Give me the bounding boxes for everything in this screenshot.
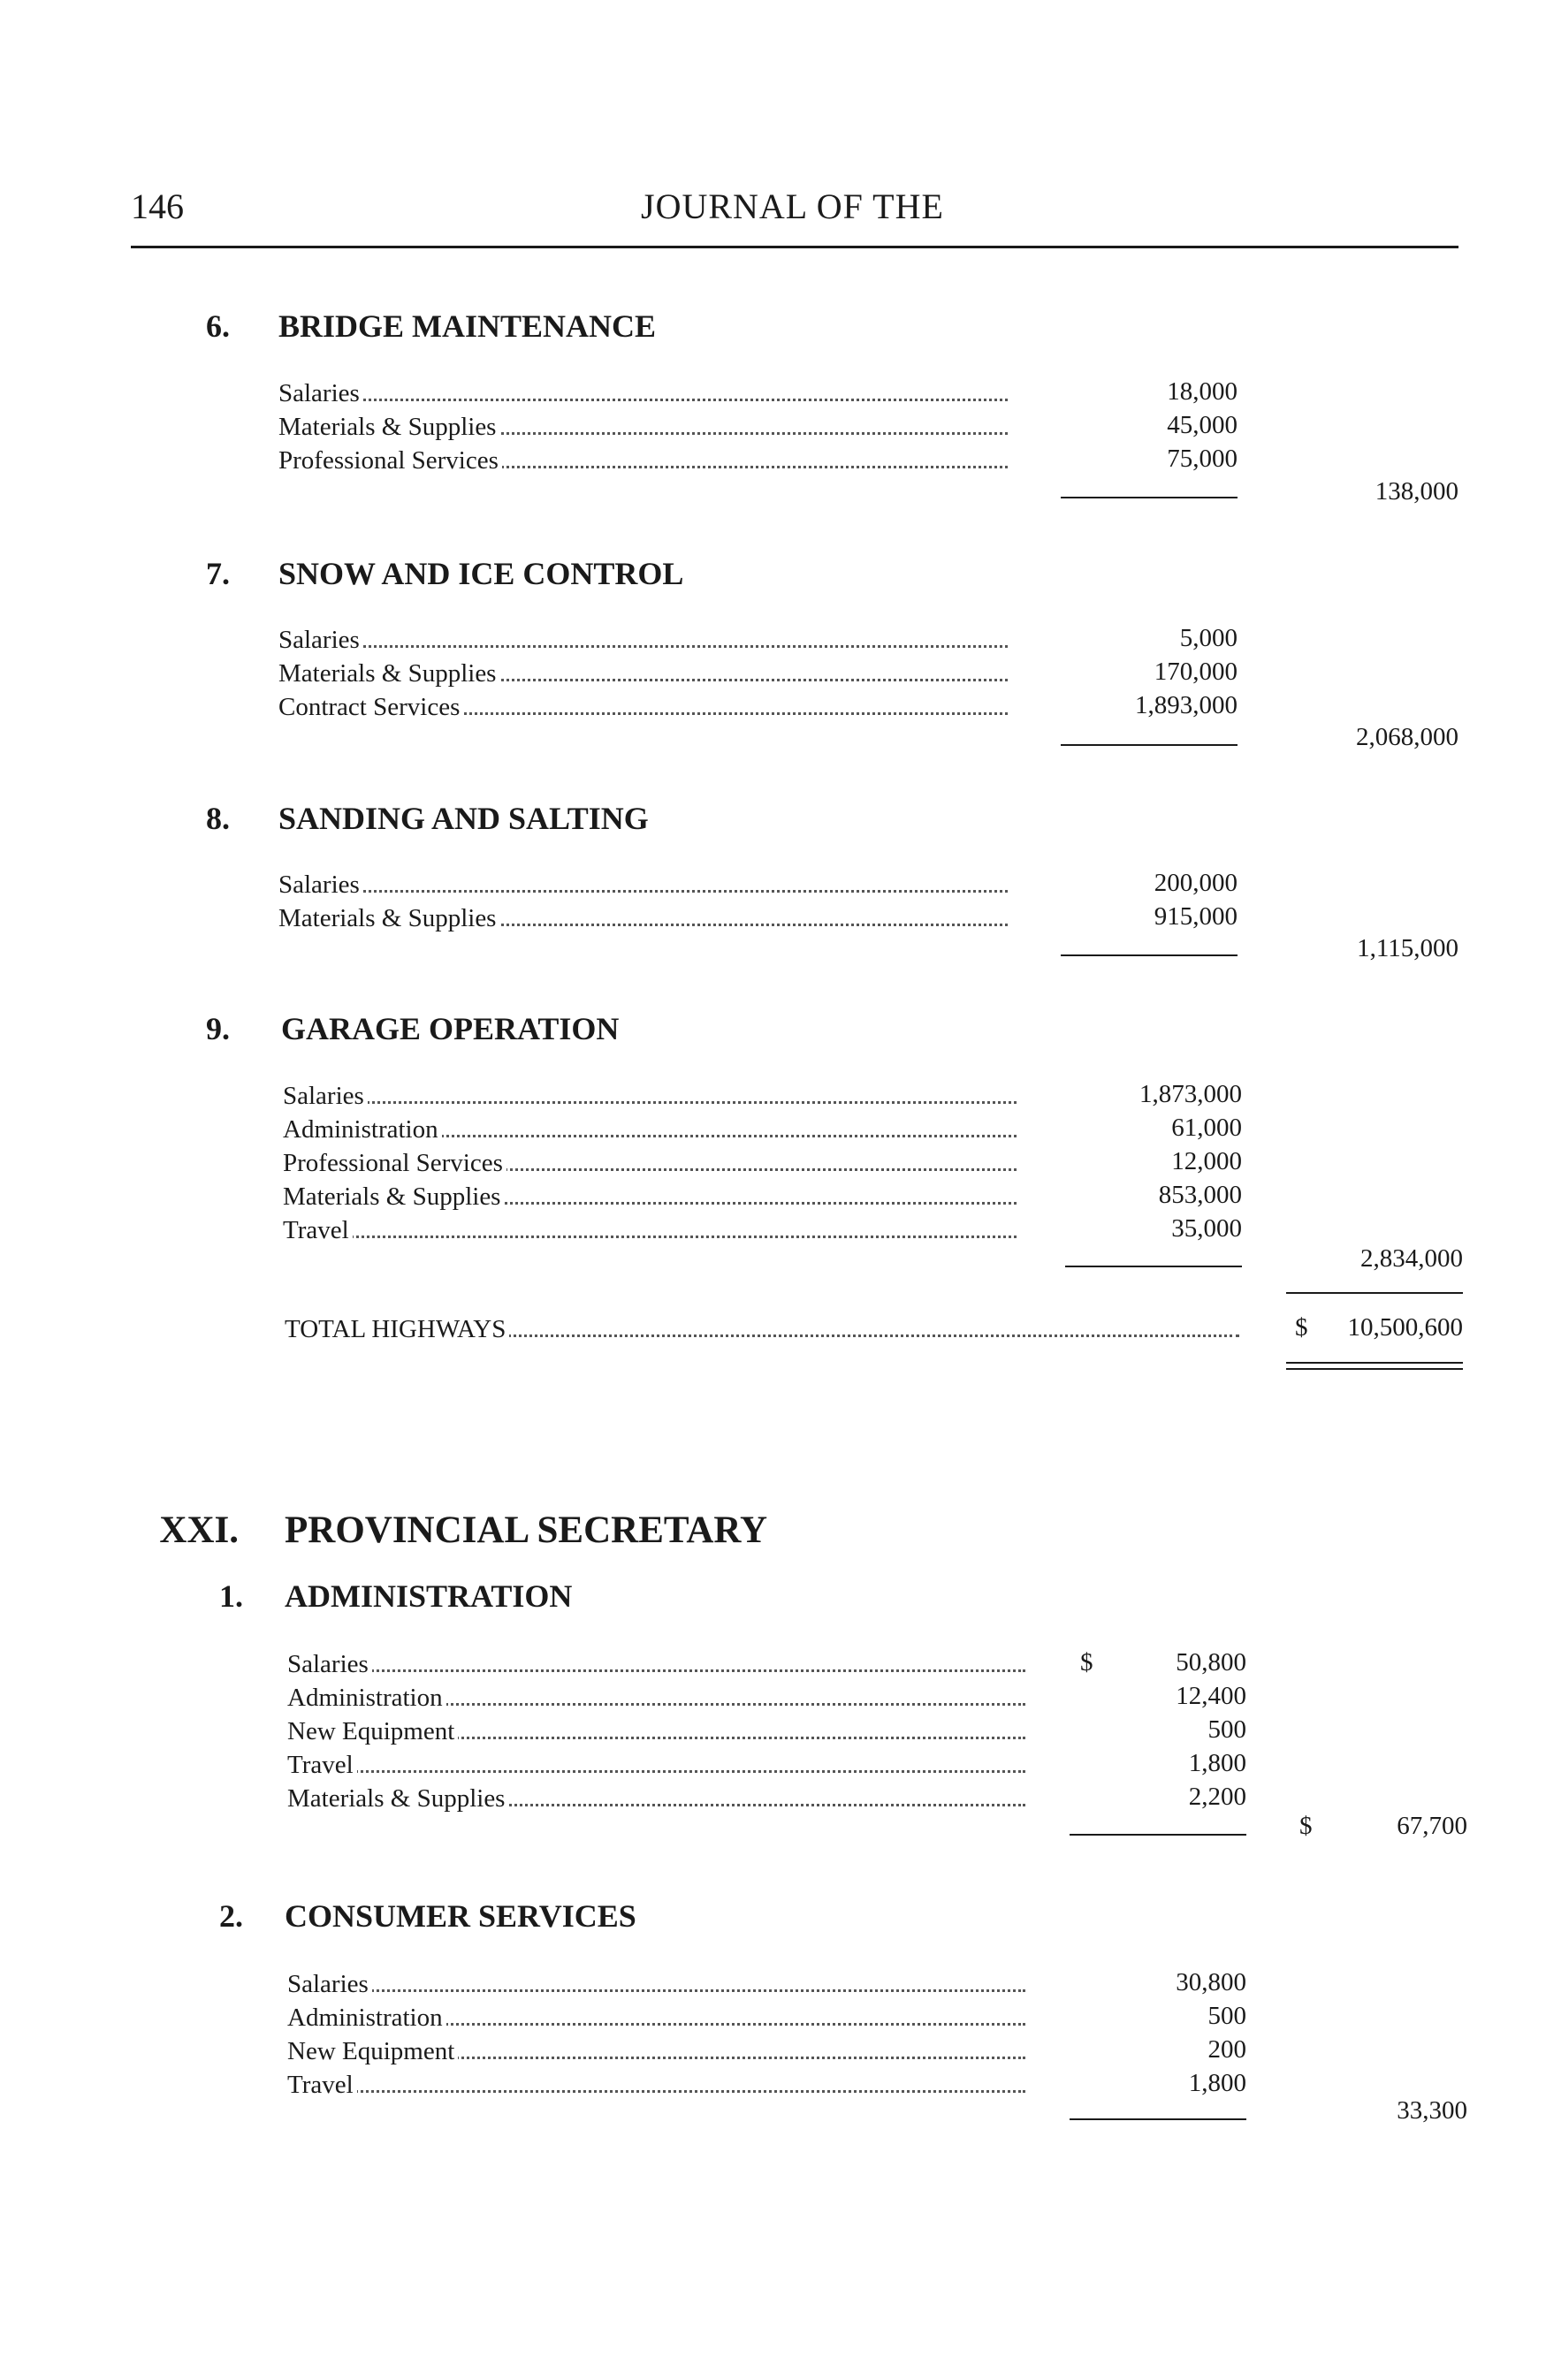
line-item-amount: 50,800 — [1176, 1648, 1246, 1677]
line-item-amount: 12,000 — [1171, 1147, 1242, 1175]
line-item-amount: 1,873,000 — [1139, 1080, 1242, 1108]
section-total: 33,300 — [1397, 2096, 1467, 2125]
line-item-label: Salaries — [287, 1970, 372, 1998]
line-item-label: Travel — [287, 2071, 357, 2099]
grand-total-rule — [1286, 1292, 1463, 1294]
line-item — [278, 691, 1008, 723]
header-rule — [131, 246, 1458, 248]
total-highways-amount: 10,500,600 — [1347, 1313, 1463, 1342]
line-item — [278, 624, 1008, 656]
line-item — [287, 1715, 1025, 1747]
line-item-label: Administration — [287, 2004, 446, 2032]
subtotal-rule — [1061, 497, 1238, 498]
line-item-amount: 75,000 — [1167, 445, 1238, 473]
line-item — [287, 1968, 1025, 2000]
line-item-label: Professional Services — [278, 446, 502, 475]
line-item-label: Materials & Supplies — [283, 1182, 504, 1211]
line-item-amount: 200 — [1207, 2035, 1246, 2064]
leader-dots — [287, 1989, 1025, 1992]
section-number: 8. — [206, 801, 230, 836]
line-item-amount: 1,800 — [1188, 1749, 1246, 1777]
subtotal-rule — [1061, 744, 1238, 746]
section-title: ADMINISTRATION — [285, 1578, 573, 1614]
section-number: 7. — [206, 556, 230, 591]
section-total: 2,834,000 — [1360, 1244, 1463, 1273]
part-number: XXI. — [159, 1509, 239, 1551]
subtotal-rule — [1070, 1834, 1246, 1836]
line-item-amount: 500 — [1207, 2002, 1246, 2030]
line-item-label: New Equipment — [287, 1717, 458, 1745]
part-title: PROVINCIAL SECRETARY — [285, 1509, 768, 1551]
line-item-label: Salaries — [278, 379, 363, 407]
line-item-amount: 2,200 — [1188, 1783, 1246, 1811]
subtotal-rule — [1070, 2118, 1246, 2120]
line-item-amount: 5,000 — [1179, 624, 1238, 652]
section-total: 2,068,000 — [1356, 723, 1458, 751]
line-item — [287, 1648, 1025, 1680]
line-item-label: Salaries — [283, 1082, 368, 1110]
section-number: 9. — [206, 1011, 230, 1046]
currency-symbol: $ — [1080, 1648, 1093, 1677]
line-item-amount: 500 — [1207, 1715, 1246, 1744]
line-item-amount: 30,800 — [1176, 1968, 1246, 1996]
line-item — [283, 1147, 1017, 1179]
line-item-label: Materials & Supplies — [278, 413, 499, 441]
line-item-amount: 200,000 — [1154, 869, 1238, 897]
section-title: BRIDGE MAINTENANCE — [278, 308, 657, 344]
line-item-label: Administration — [283, 1115, 442, 1144]
section-total: 67,700 — [1397, 1812, 1467, 1840]
subtotal-rule — [1061, 954, 1238, 956]
leader-dots — [287, 1770, 1025, 1773]
subtotal-rule — [1065, 1266, 1242, 1267]
section-title: GARAGE OPERATION — [281, 1011, 620, 1046]
currency-symbol: $ — [1299, 1812, 1313, 1840]
line-item — [278, 411, 1008, 443]
line-item — [283, 1214, 1017, 1246]
line-item-amount: 853,000 — [1158, 1181, 1242, 1209]
line-item-label: Professional Services — [283, 1149, 506, 1177]
line-item-label: Salaries — [287, 1650, 372, 1678]
section-total: 138,000 — [1375, 477, 1458, 506]
page-number: 146 — [131, 186, 184, 226]
total-highways-label: TOTAL HIGHWAYS — [285, 1315, 509, 1343]
line-item-amount: 12,400 — [1176, 1682, 1246, 1710]
line-item-amount: 18,000 — [1167, 377, 1238, 406]
line-item-amount: 915,000 — [1154, 902, 1238, 931]
line-item-label: Materials & Supplies — [278, 904, 499, 932]
currency-symbol: $ — [1295, 1313, 1308, 1342]
line-item-label: Contract Services — [278, 693, 463, 721]
total-highways-row — [285, 1313, 1239, 1345]
line-item — [287, 1749, 1025, 1781]
line-item-label: Administration — [287, 1684, 446, 1712]
section-number: 6. — [206, 308, 230, 344]
line-item — [283, 1080, 1017, 1112]
section-title: SNOW AND ICE CONTROL — [278, 556, 684, 591]
double-underline-bottom — [1286, 1368, 1463, 1370]
line-item — [287, 1682, 1025, 1714]
line-item-label: Salaries — [278, 871, 363, 899]
leader-dots — [278, 399, 1008, 401]
line-item-label: Travel — [283, 1216, 353, 1244]
line-item-amount: 1,893,000 — [1135, 691, 1238, 719]
line-item — [287, 2035, 1025, 2067]
leader-dots — [287, 1669, 1025, 1672]
line-item-label: Materials & Supplies — [287, 1784, 508, 1813]
double-underline-top — [1286, 1362, 1463, 1364]
section-title: CONSUMER SERVICES — [285, 1898, 636, 1934]
section-title: SANDING AND SALTING — [278, 801, 649, 836]
leader-dots — [283, 1236, 1017, 1238]
line-item-label: New Equipment — [287, 2037, 458, 2065]
section-number: 1. — [219, 1578, 243, 1614]
leader-dots — [278, 890, 1008, 893]
line-item — [287, 2069, 1025, 2101]
line-item — [278, 869, 1008, 901]
line-item-amount: 61,000 — [1171, 1114, 1242, 1142]
line-item — [283, 1181, 1017, 1213]
line-item — [278, 902, 1008, 934]
page-title: JOURNAL OF THE — [641, 186, 944, 226]
line-item — [278, 658, 1008, 689]
line-item — [287, 2002, 1025, 2034]
line-item — [287, 1783, 1025, 1814]
line-item-amount: 170,000 — [1154, 658, 1238, 686]
leader-dots — [287, 2090, 1025, 2093]
line-item — [283, 1114, 1017, 1145]
line-item — [278, 445, 1008, 476]
leader-dots — [278, 645, 1008, 648]
line-item-amount: 1,800 — [1188, 2069, 1246, 2097]
line-item-amount: 35,000 — [1171, 1214, 1242, 1243]
section-total: 1,115,000 — [1357, 934, 1458, 962]
line-item-label: Salaries — [278, 626, 363, 654]
line-item-amount: 45,000 — [1167, 411, 1238, 439]
leader-dots — [283, 1101, 1017, 1104]
line-item-label: Travel — [287, 1751, 357, 1779]
line-item-label: Materials & Supplies — [278, 659, 499, 688]
section-number: 2. — [219, 1898, 243, 1934]
line-item — [278, 377, 1008, 409]
